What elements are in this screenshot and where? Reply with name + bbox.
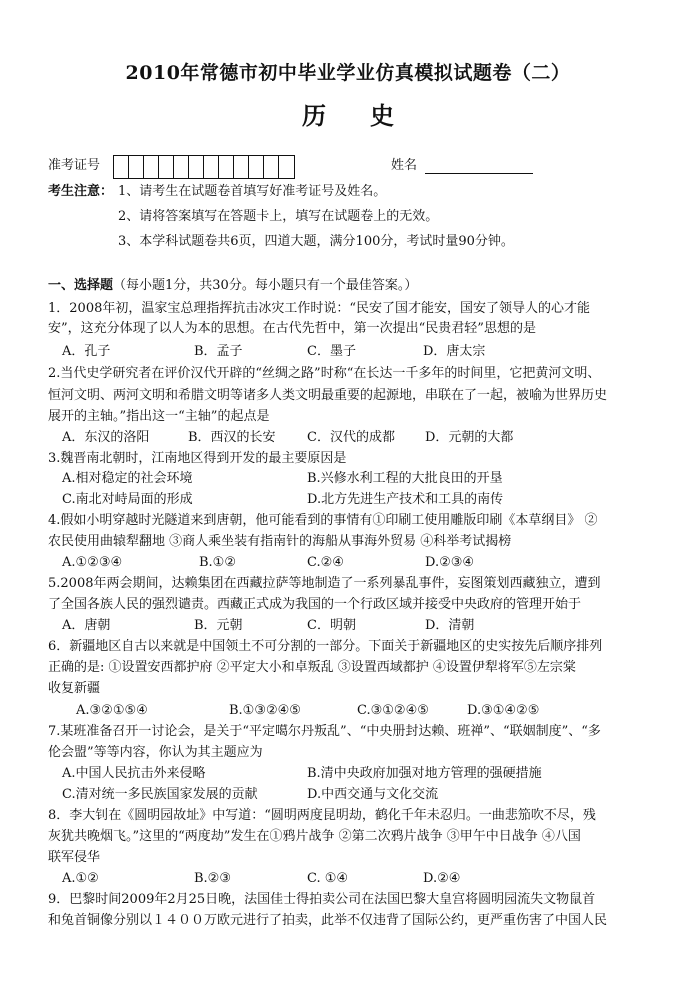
option-d[interactable]: D．元朝的大都 [425, 430, 514, 445]
question-line: 1．2008年初，温家宝总理指挥抗击冰灾工作时说：“民安了国才能安，国安了领导人的心才能 [48, 301, 591, 316]
option-b[interactable]: B．孟子 [194, 344, 243, 359]
option-d[interactable]: D．清朝 [425, 618, 475, 633]
option-b[interactable]: B.清中央政府加强对地方管理的强硬措施 [307, 766, 542, 781]
notice-label: 考生注意： [48, 184, 114, 199]
name-field[interactable] [425, 173, 533, 174]
question-line: 展开的主轴。”指出这一“主轴”的起点是 [48, 409, 270, 424]
question-line: 6．新疆地区自古以来就是中国领土不可分割的一部分。下面关于新疆地区的史实按先后顺序排列 [48, 639, 603, 654]
question-line: 9．巴黎时间2009年2月25日晚，法国佳士得拍卖公司在法国巴黎大皇宫将圆明园流失文物鼠首 [48, 892, 596, 907]
option-a[interactable]: A.相对稳定的社会环境 [62, 471, 193, 486]
question-line: 联军侵华 [48, 850, 101, 865]
option-a[interactable]: A.中国人民抗击外来侵略 [62, 766, 206, 781]
subject-char-1: 历 [302, 101, 326, 130]
option-d[interactable]: D.②③④ [425, 555, 475, 570]
section-desc: （每小题1分，共30分。每小题只有一个最佳答案。） [113, 278, 418, 293]
question-line: 正确的是: ①设置安西都护府 ②平定大小和卓叛乱 ③设置西域都护 ④设置伊犁将军⑤左宗棠 [48, 660, 576, 675]
question-line: 3.魏晋南北朝时，江南地区得到开发的最主要原因是 [48, 451, 347, 466]
subject-char-2: 史 [370, 101, 394, 130]
option-b[interactable]: B.①② [199, 555, 236, 570]
option-a[interactable]: A．东汉的洛阳 [62, 430, 150, 445]
id-box[interactable] [204, 156, 219, 178]
option-c[interactable]: C.②④ [307, 555, 344, 570]
exam-title: 2010年常德市初中毕业学业仿真模拟试题卷（二） [125, 62, 571, 84]
option-d[interactable]: D.中西交通与文化交流 [307, 787, 439, 802]
question-line: 4.假如小明穿越时光隧道来到唐朝，他可能看到的事情有①印刷工使用雕版印刷《本草纲目》 ② [48, 513, 598, 528]
question-line: 安”，这充分体现了以人为本的思想。在古代先哲中，第一次提出“民贵君轻”思想的是 [48, 321, 536, 336]
notice-item: 2、请将答案填写在答题卡上，填写在试题卷上的无效。 [118, 209, 439, 224]
option-c[interactable]: C.③①②④⑤ [357, 703, 429, 718]
option-a[interactable]: A.①② [62, 871, 99, 886]
option-b[interactable]: B.兴修水利工程的大批良田的开垦 [307, 471, 503, 486]
question-line: 恒河文明、两河文明和希腊文明等诸多人类文明最重要的起源地，串联在了一起，被喻为世界历史 [48, 388, 608, 403]
id-box[interactable] [234, 156, 249, 178]
question-line: 5.2008年两会期间，达赖集团在西藏拉萨等地制造了一系列暴乱事件，妄图策划西藏独立，遭到 [48, 576, 601, 591]
option-b[interactable]: B．西汉的长安 [188, 430, 276, 445]
question-line: 7.某班准备召开一讨论会，是关于“平定噶尔丹叛乱”、“中央册封达赖、班禅”、“联姻制度”、“多 [48, 724, 601, 739]
id-box[interactable] [144, 156, 159, 178]
option-d[interactable]: D.北方先进生产技术和工具的南传 [307, 492, 504, 507]
option-d[interactable]: D.③①④②⑤ [467, 703, 540, 718]
id-box[interactable] [174, 156, 189, 178]
id-box[interactable] [249, 156, 264, 178]
option-a[interactable]: A．孔子 [62, 344, 111, 359]
option-c[interactable]: C．墨子 [307, 344, 356, 359]
exam-id-label: 准考证号 [48, 158, 101, 173]
option-c[interactable]: C．汉代的成都 [307, 430, 395, 445]
id-box[interactable] [219, 156, 234, 178]
exam-id-boxes[interactable] [113, 155, 295, 179]
notice-item: 1、请考生在试题卷首填写好准考证号及姓名。 [118, 184, 387, 199]
id-box[interactable] [114, 156, 129, 178]
option-d[interactable]: D.②④ [423, 871, 461, 886]
option-b[interactable]: B.①③②④⑤ [229, 703, 301, 718]
option-a[interactable]: A.①②③④ [62, 555, 123, 570]
name-label: 姓名 [391, 158, 418, 173]
option-b[interactable]: B．元朝 [194, 618, 243, 633]
id-box[interactable] [189, 156, 204, 178]
option-a[interactable]: A．唐朝 [62, 618, 111, 633]
subject-title [0, 96, 696, 131]
notice-item: 3、本学科试题卷共6页，四道大题，满分100分，考试时量90分钟。 [118, 234, 514, 249]
option-a[interactable]: A.③②①⑤④ [76, 703, 148, 718]
section-heading [48, 277, 417, 295]
id-box[interactable] [129, 156, 144, 178]
option-d[interactable]: D．唐太宗 [423, 344, 486, 359]
id-box[interactable] [279, 156, 294, 178]
question-line: 收复新疆 [48, 681, 101, 696]
question-line: 和兔首铜像分别以１４００万欧元进行了拍卖，此举不仅违背了国际公约，更严重伤害了中国人民 [48, 913, 608, 928]
option-c[interactable]: C. ①④ [307, 871, 349, 886]
option-c[interactable]: C.清对统一多民族国家发展的贡献 [62, 787, 258, 802]
question-line: 灰犹共晚烟飞。”这里的“两度劫”发生在①鸦片战争 ②第二次鸦片战争 ③甲午中日战争 ④八国 [48, 829, 581, 844]
section-title: 一、选择题 [48, 278, 114, 293]
question-line: 8．李大钊在《圆明园故址》中写道：“圆明两度昆明劫，鹤化千年未忍归。一曲悲笳吹不尽，残 [48, 808, 596, 823]
option-b[interactable]: B.②③ [194, 871, 231, 886]
question-line: 农民使用曲辕犁翻地 ③商人乘坐装有指南针的海船从事海外贸易 ④科举考试揭榜 [48, 534, 512, 549]
question-line: 了全国各族人民的强烈谴责。西藏正式成为我国的一个行政区域并接受中央政府的管理开始于 [48, 597, 582, 612]
option-c[interactable]: C.南北对峙局面的形成 [62, 492, 193, 507]
option-c[interactable]: C．明朝 [307, 618, 356, 633]
id-box[interactable] [159, 156, 174, 178]
question-line: 2.当代史学研究者在评价汉代开辟的“丝绸之路”时称“在长达一千多年的时间里，它把黄河文明、 [48, 366, 601, 381]
id-box[interactable] [264, 156, 279, 178]
question-line: 伦会盟”等等内容，你认为其主题应为 [48, 745, 263, 760]
